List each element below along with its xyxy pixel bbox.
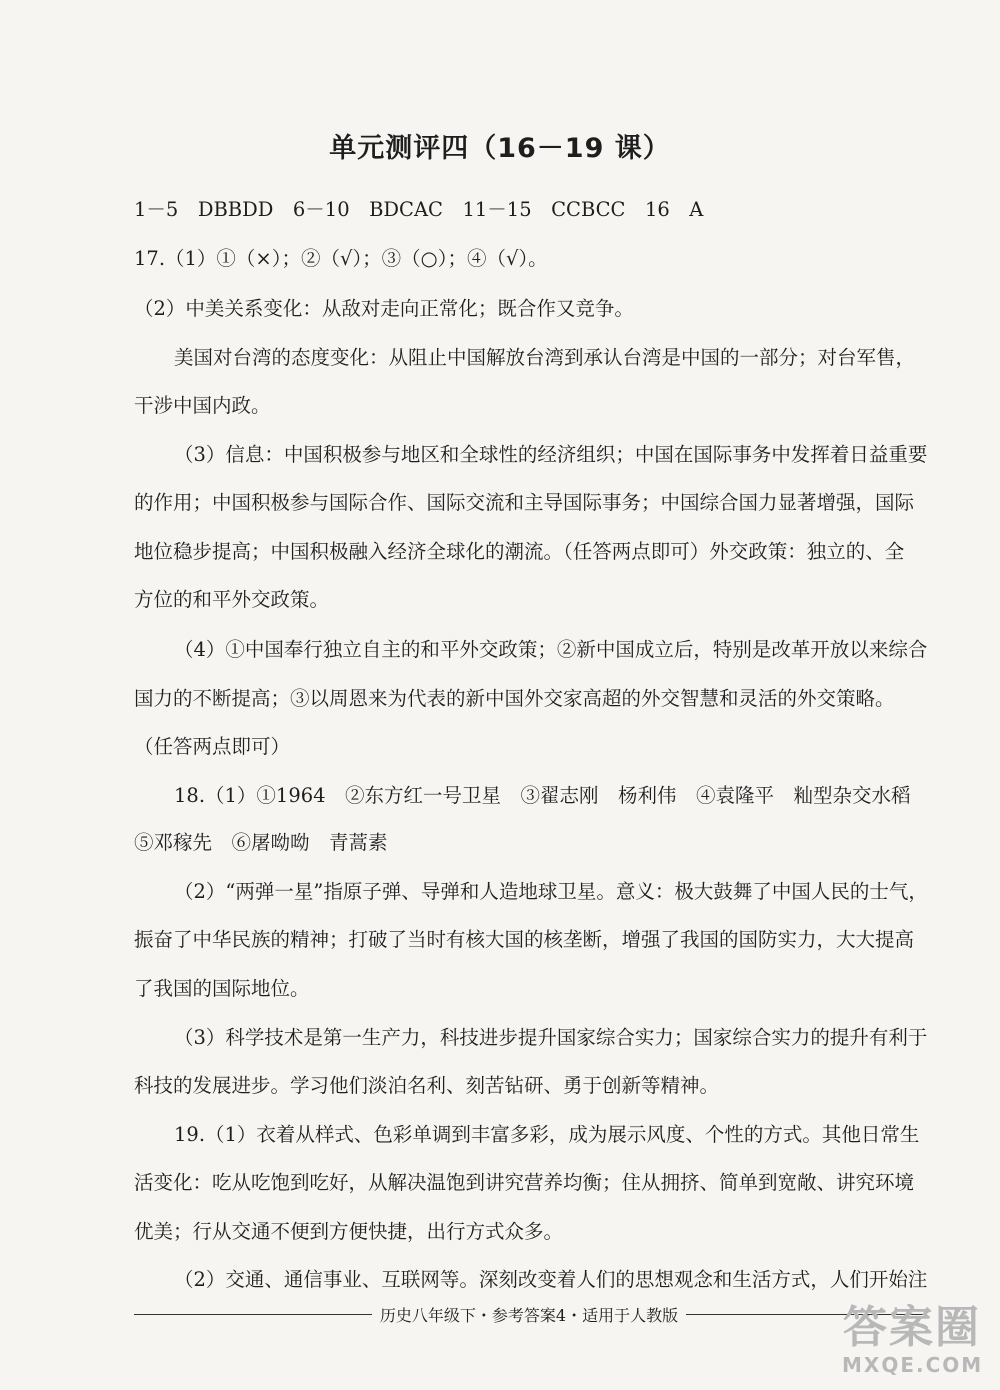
text-line: 18.（1）①1964 ②东方红一号卫星 ③翟志刚 杨利伟 ④袁隆平 籼型杂交水稻	[174, 784, 911, 807]
page-title: 单元测评四（16－19 课）	[329, 133, 671, 164]
text-line: （3）科学技术是第一生产力，科技进步提升国家综合实力；国家综合实力的提升有利于	[174, 1026, 928, 1049]
text-line: 国力的不断提高；③以周恩来为代表的新中国外交家高超的外交智慧和灵活的外交策略。	[134, 687, 895, 710]
text-line: 19.（1）衣着从样式、色彩单调到丰富多彩，成为展示风度、个性的方式。其他日常生	[174, 1123, 920, 1146]
text-line: 干涉中国内政。	[134, 394, 271, 417]
text-line: （2）中美关系变化：从敌对走向正常化；既合作又竞争。	[134, 297, 634, 320]
text-line: （任答两点即可）	[134, 735, 291, 758]
text-line: ⑤邓稼先 ⑥屠呦呦 青蒿素	[134, 831, 388, 854]
text-line: 方位的和平外交政策。	[134, 588, 330, 611]
watermark-logo	[842, 1302, 982, 1382]
text-line: 振奋了中华民族的精神；打破了当时有核大国的核垄断，增强了我国的国防实力，大大提高	[134, 928, 915, 951]
text-line: 1－5 DBBDD 6－10 BDCAC 11－15 CCBCC 16 A	[134, 198, 704, 221]
text-line: 活变化：吃从吃饱到吃好，从解决温饱到讲究营养均衡；住从拥挤、简单到宽敞、讲究环境	[134, 1171, 915, 1194]
text-line: （3）信息：中国积极参与地区和全球性的经济组织；中国在国际事务中发挥着日益重要	[174, 443, 928, 466]
text-line: 优美；行从交通不便到方便快捷，出行方式众多。	[134, 1220, 564, 1243]
text-line: （2）交通、通信事业、互联网等。深刻改变着人们的思想观念和生活方式，人们开始注	[174, 1268, 928, 1291]
text-line: 了我国的国际地位。	[134, 977, 310, 1000]
text-line: 美国对台湾的态度变化：从阻止中国解放台湾到承认台湾是中国的一部分；对台军售，	[174, 346, 916, 369]
text-line: 17.（1）①（×）；②（√）；③（○）；④（√）。	[134, 247, 548, 270]
text-line: （4）①中国奉行独立自主的和平外交政策；②新中国成立后，特别是改革开放以来综合	[174, 638, 928, 661]
text-line: 科技的发展进步。学习他们淡泊名利、刻苦钻研、勇于创新等精神。	[134, 1074, 720, 1097]
text-line: 的作用；中国积极参与国际合作、国际交流和主导国际事务；中国综合国力显著增强，国际	[134, 491, 915, 514]
footer-rule-left	[134, 1314, 372, 1315]
footer-text: 历史八年级下・参考答案4・适用于人教版	[379, 1306, 679, 1325]
watermark-sub: MXQE.COM	[842, 1353, 984, 1377]
page-footer	[134, 1303, 924, 1326]
text-line: 地位稳步提高；中国积极融入经济全球化的潮流。（任答两点即可）外交政策：独立的、全	[134, 540, 905, 563]
watermark-main: 答案圈	[843, 1302, 981, 1353]
text-line: （2）“两弹一星”指原子弹、导弹和人造地球卫星。意义：极大鼓舞了中国人民的士气，	[174, 880, 928, 903]
